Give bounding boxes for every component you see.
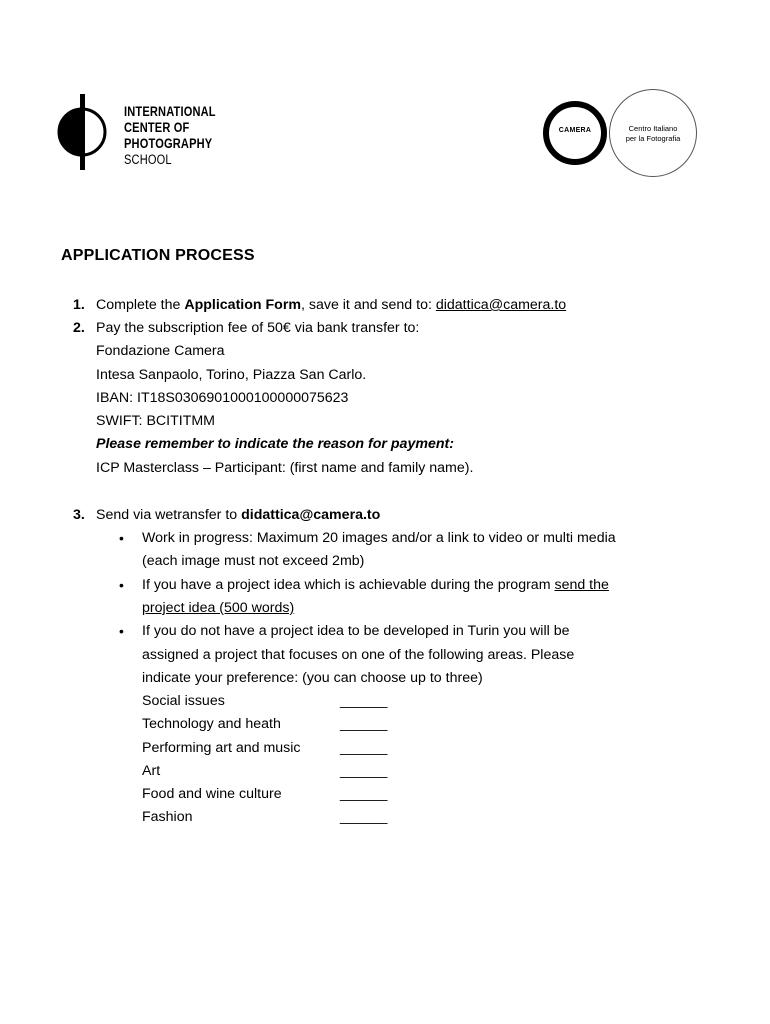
area-blank-field[interactable]: ______ — [340, 786, 388, 802]
icp-logo — [56, 94, 226, 174]
area-blank-field[interactable]: ______ — [340, 763, 388, 779]
step2-line: Pay the subscription fee of 50€ via bank transfer to: — [96, 320, 420, 336]
bullet-text: Work in progress: Maximum 20 images and/or a link to video or multi media — [142, 530, 616, 546]
payment-reason-note: Please remember to indicate the reason for payment: — [96, 436, 454, 452]
area-blank-field[interactable]: ______ — [340, 809, 388, 825]
step-number: 2. — [73, 320, 85, 336]
centro-italiano-logo: Centro Italiano per la Fotografia — [609, 89, 697, 177]
area-label: Fashion — [142, 809, 193, 825]
area-label: Social issues — [142, 693, 225, 709]
email-link[interactable]: didattica@camera.to — [241, 507, 381, 523]
step2-line: Fondazione Camera — [96, 343, 225, 359]
iban-line: IBAN: IT18S0306901000100000075623 — [96, 390, 349, 406]
bullet-text: indicate your preference: (you can choose up to three) — [142, 670, 483, 686]
area-blank-field[interactable]: ______ — [340, 716, 388, 732]
bullet-icon: • — [119, 577, 124, 593]
area-label: Performing art and music — [142, 740, 301, 756]
area-blank-field[interactable]: ______ — [340, 740, 388, 756]
area-label: Food and wine culture — [142, 786, 282, 802]
project-idea-link[interactable]: project idea (500 words) — [142, 600, 295, 616]
icp-mark-icon — [56, 94, 108, 170]
project-idea-link[interactable]: send the — [554, 577, 609, 593]
area-label: Art — [142, 763, 161, 779]
bullet-text: assigned a project that focuses on one of the following areas. Please — [142, 647, 575, 663]
email-link[interactable]: didattica@camera.to — [435, 297, 567, 313]
bullet-icon: • — [119, 623, 124, 639]
bullet-text: If you do not have a project idea to be developed in Turin you will be — [142, 623, 570, 639]
camera-logo: CAMERA — [543, 101, 607, 165]
area-label: Technology and heath — [142, 716, 281, 732]
step1-text: Complete the Application Form, save it and send to: didattica@camera.to — [96, 297, 567, 313]
swift-line: SWIFT: BCITITMM — [96, 413, 215, 429]
icp-wordmark: INTERNATIONAL CENTER OF PHOTOGRAPHY SCHOOL — [124, 104, 216, 167]
step2-line: ICP Masterclass – Participant: (first name and family name). — [96, 460, 474, 476]
page-title: APPLICATION PROCESS — [61, 247, 255, 264]
bullet-icon: • — [119, 530, 124, 546]
bullet-text: (each image must not exceed 2mb) — [142, 553, 365, 569]
step-number: 3. — [73, 507, 85, 523]
step-number: 1. — [73, 297, 85, 313]
area-blank-field[interactable]: ______ — [340, 693, 388, 709]
bullet-text: If you have a project idea which is achievable during the program send the — [142, 577, 609, 593]
step3-text: Send via wetransfer to didattica@camera.to — [96, 507, 381, 523]
step2-line: Intesa Sanpaolo, Torino, Piazza San Carlo. — [96, 367, 367, 383]
